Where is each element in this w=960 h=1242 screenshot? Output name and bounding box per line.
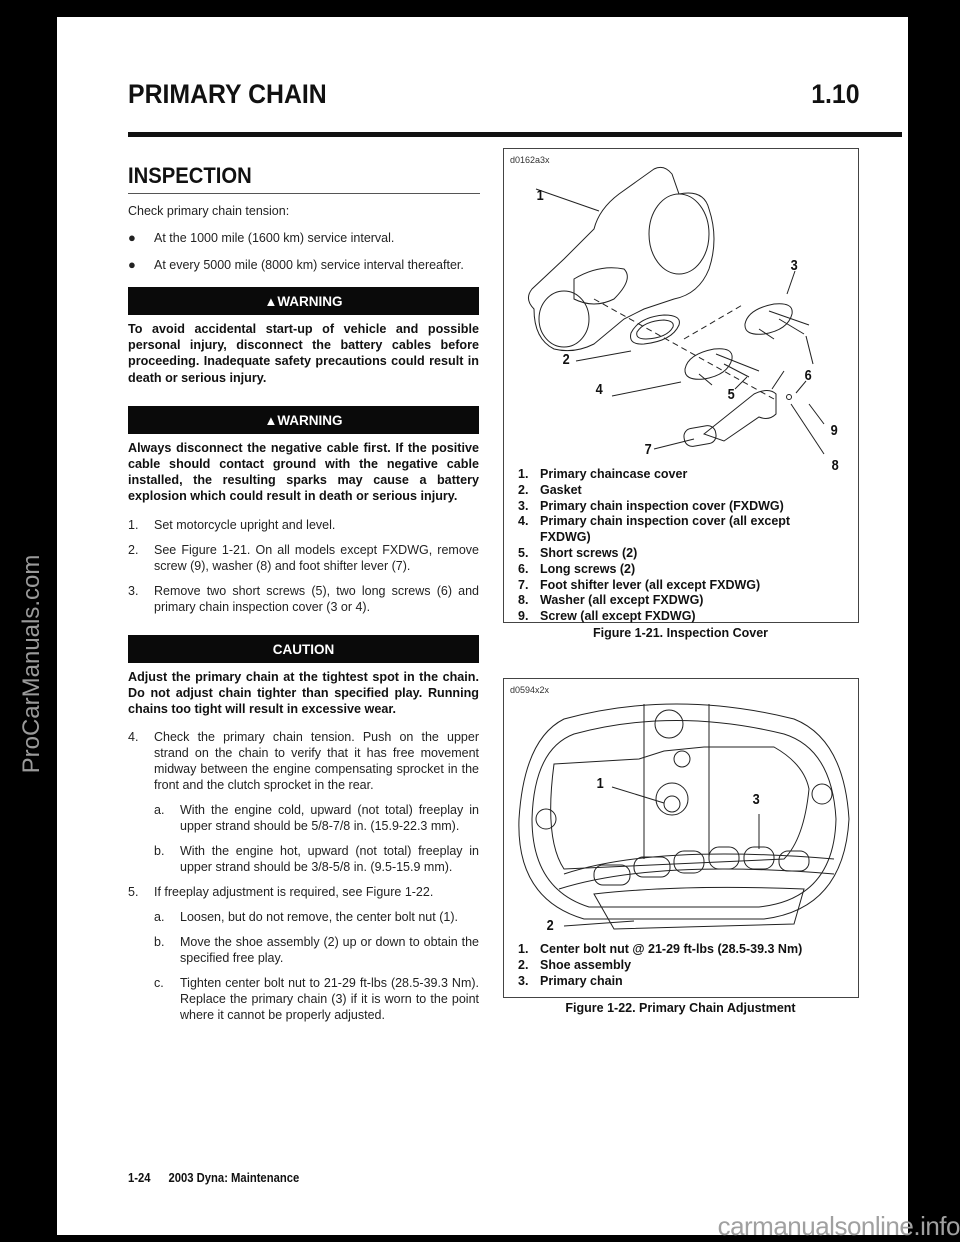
manual-title: 2003 Dyna: Maintenance: [168, 1171, 300, 1185]
section-title: INSPECTION: [128, 163, 252, 188]
intro-text: Check primary chain tension:: [128, 204, 290, 218]
callout-label: 9: [830, 422, 838, 439]
figure-id: d0162a3x: [510, 155, 550, 165]
callout-label: 5: [727, 386, 735, 403]
warning-banner: ▲WARNING: [128, 287, 479, 315]
legend-item: 1. Center bolt nut @ 21-29 ft-lbs (28.5-39.3 Nm): [518, 942, 803, 956]
figure-caption: Figure 1-21. Inspection Cover: [592, 626, 769, 640]
legend-item: 6. Long screws (2): [518, 561, 636, 576]
bullet-item: ● At the 1000 mile (1600 km) service interval.: [128, 230, 395, 245]
callout-label: 3: [752, 791, 760, 808]
chain-adjuster-diagram-icon: [504, 679, 858, 939]
legend-item: 2. Gasket: [518, 482, 582, 497]
legend-item: 4. Primary chain inspection cover (all except FXDWG): [518, 514, 791, 545]
section-number: 1.10: [811, 79, 860, 109]
warning-banner: ▲WARNING: [128, 406, 479, 434]
legend-item: 3. Primary chain: [518, 973, 623, 988]
warning-triangle-icon: ▲: [264, 294, 278, 309]
callout-label: 1: [596, 775, 604, 792]
caution-banner: CAUTION: [128, 635, 479, 663]
legend-item: 2. Shoe assembly: [518, 957, 632, 972]
figure-inspection-cover: [503, 148, 859, 623]
step-item: 2. See Figure 1-21. On all models except FXDWG, remove screw (9), washer (8) and foot shifter lever (7).: [128, 542, 479, 573]
substep-item: b. Move the shoe assembly (2) up or down to obtain the specified free play.: [154, 935, 479, 966]
substep-item: b. With the engine hot, upward (not total) freeplay in upper strand should be 3/8-5/8 in. (9.5-15.9 mm).: [154, 844, 479, 875]
step-item: 3. Remove two short screws (5), two long screws (6) and primary chain inspection cover (3 or 4).: [128, 583, 479, 614]
legend-item: 7. Foot shifter lever (all except FXDWG): [518, 577, 761, 592]
page-footer: [128, 1171, 299, 1185]
watermark-bottom-right: carmanualsonline.info: [717, 1211, 960, 1241]
figure-legend: [518, 467, 808, 625]
callout-label: 4: [595, 381, 603, 398]
bullet-icon: ●: [128, 230, 136, 245]
callout-label: 6: [804, 367, 812, 384]
figure-legend: [518, 942, 802, 989]
page-number: 1-24: [128, 1171, 151, 1185]
callout-label: 7: [644, 441, 652, 458]
manual-page: [57, 17, 908, 1235]
substep-item: c. Tighten center bolt nut to 21-29 ft-lbs (28.5-39.3 Nm). Replace the primary chain (3) if it is worn to the point where it cannot be properly adjusted.: [154, 976, 479, 1023]
callout-label: 2: [546, 917, 554, 934]
figure-caption: Figure 1-22. Primary Chain Adjustment: [565, 1001, 796, 1015]
bullet-item: ● At every 5000 mile (8000 km) service interval thereafter.: [128, 257, 464, 272]
chapter-title: PRIMARY CHAIN: [128, 79, 327, 109]
substep-item: a. With the engine cold, upward (not total) freeplay in upper strand should be 5/8-7/8 in. (15.9-22.3 mm).: [154, 803, 479, 834]
step-item: 5. If freeplay adjustment is required, see Figure 1-22.: [128, 885, 434, 900]
figure-id: d0594x2x: [510, 685, 550, 695]
step-item: 1. Set motorcycle upright and level.: [128, 517, 336, 532]
left-column: [128, 203, 479, 1032]
callout-label: 3: [790, 257, 798, 274]
legend-item: 3. Primary chain inspection cover (FXDWG): [518, 498, 784, 513]
warning-triangle-icon: ▲: [264, 412, 278, 428]
caution-text: Adjust the primary chain at the tightest spot in the chain. Do not adjust chain tighter than specified play. Running chains too tight will result in excessive wear.: [128, 669, 479, 717]
header-rule: [128, 132, 902, 137]
callout-label: 1: [536, 187, 544, 204]
legend-item: 8. Washer (all except FXDWG): [518, 593, 704, 608]
warning-text: To avoid accidental start-up of vehicle and possible personal injury, disconnect the battery cables before proceeding. Inadequate safety precautions could result in death or serious injury.: [128, 322, 479, 385]
warning-text: Always disconnect the negative cable first. If the positive cable should contact ground with the negative cable installed, the resulting sparks may cause a battery explosion which could result in death or serious injury.: [128, 440, 479, 504]
legend-item: 9. Screw (all except FXDWG): [518, 609, 696, 624]
legend-item: 1. Primary chaincase cover: [518, 467, 688, 481]
bullet-icon: ●: [128, 257, 136, 272]
callout-label: 2: [562, 351, 570, 368]
legend-item: 5. Short screws (2): [518, 545, 638, 560]
exploded-diagram-icon: [504, 149, 858, 459]
figure-chain-adjustment: [503, 678, 859, 998]
watermark-left: ProCarManuals.com: [18, 554, 45, 774]
callout-label: 8: [831, 457, 839, 474]
step-item: 4. Check the primary chain tension. Push on the upper strand on the chain to verify that it has free movement midway between the engine compensating sprocket in the front and the clutch sprocket in the rear.: [128, 730, 479, 793]
substep-item: a. Loosen, but do not remove, the center bolt nut (1).: [154, 910, 458, 925]
section-rule: [128, 193, 480, 194]
